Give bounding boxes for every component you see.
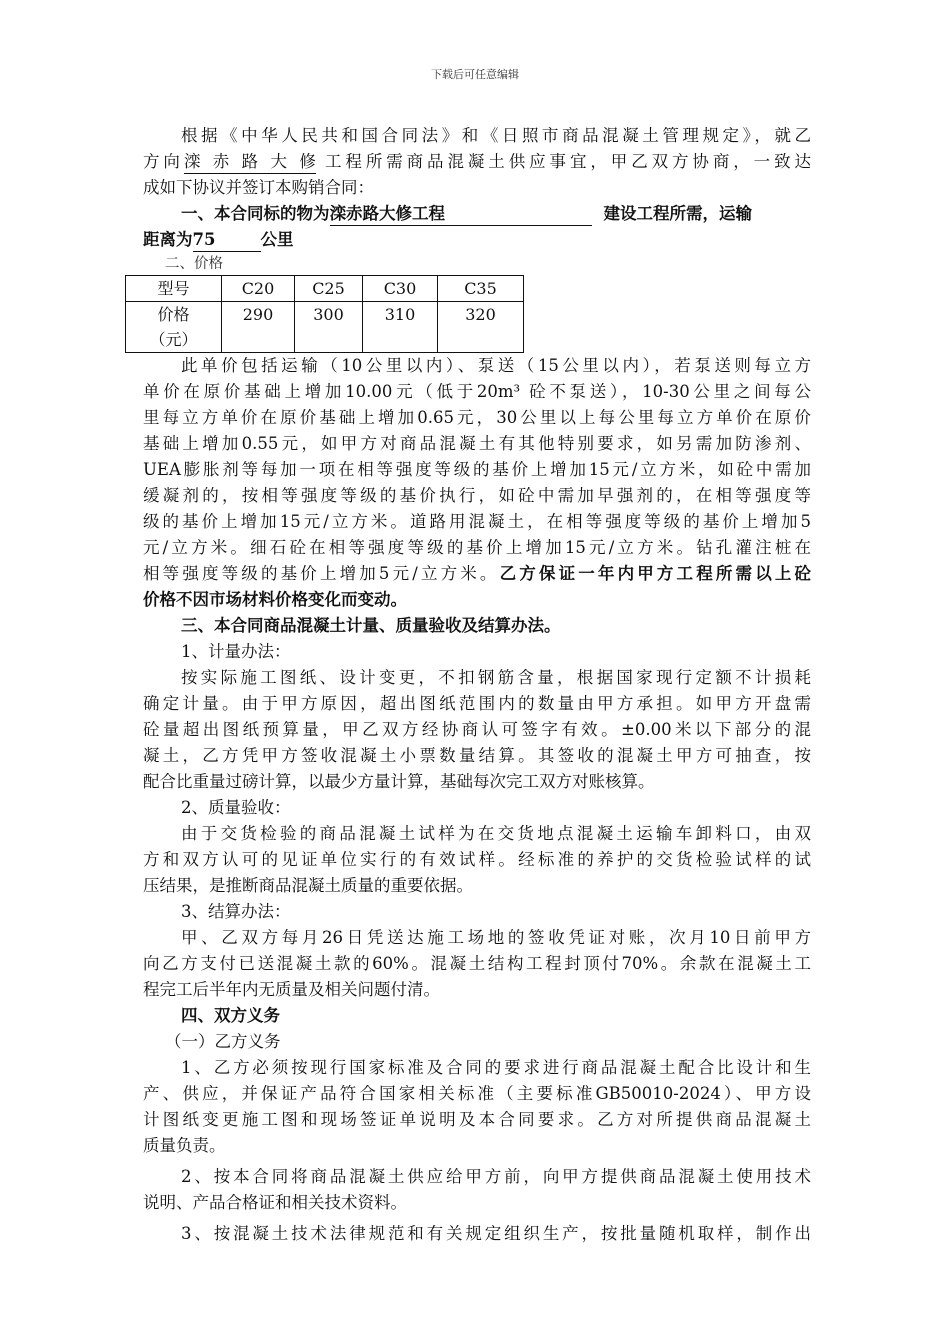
paragraph-line: 压结果，是推断商品混凝土质量的重要依据。 — [143, 876, 473, 895]
contract-body — [143, 123, 811, 1247]
section-2-title: 二、价格 — [165, 256, 223, 272]
paragraph-line: 砼量超出图纸预算量，甲乙双方经协商认可签字有效。±0.00米以下部分的混 — [143, 720, 811, 739]
paragraph-line: 程完工后半年内无质量及相关问题付清。 — [143, 980, 440, 999]
table-row-label — [126, 302, 222, 353]
paragraph-line: 确定计量。由于甲方原因，超出图纸范围内的数量由甲方承担。如甲方开盘需 — [143, 694, 811, 713]
intro-line-2 — [143, 149, 811, 175]
page-header-note: 下载后可任意编辑 — [431, 68, 519, 81]
paragraph-line: 1、乙方必须按现行国家标准及合同的要求进行商品混凝土配合比设计和生 — [181, 1058, 811, 1077]
table-row — [126, 302, 524, 353]
table-cell: 320 — [438, 302, 524, 353]
price-text-line: UEA膨胀剂等每加一项在相等强度等级的基价上增加15元/立方米，如砼中需加 — [143, 460, 811, 479]
section-1-text: 距离为 — [143, 230, 193, 249]
paragraph-line: 质量负责。 — [143, 1136, 226, 1155]
section-1-line-1 — [143, 201, 811, 227]
paragraph-line: 配合比重量过磅计算，以最少方量计算，基础每次完工双方对账核算。 — [143, 772, 655, 791]
paragraph-line: 甲、乙双方每月26日凭送达施工场地的签收凭证对账，次月10日前甲方 — [181, 928, 811, 947]
table-header-cell: 型号 — [126, 276, 222, 302]
price-unit-label: （元） — [149, 330, 198, 349]
price-text-line — [143, 561, 811, 587]
paragraph-line: 计图纸变更施工图和现场签证单说明及本合同要求。乙方对所提供商品混凝土 — [143, 1110, 811, 1129]
price-guarantee-text: 乙方保证一年内甲方工程所需以上砼 — [499, 564, 811, 583]
paragraph-line: 说明、产品合格证和相关技术资料。 — [143, 1193, 407, 1212]
intro-text: 工程所需商品混凝土供应事宜，甲乙双方协商，一致达 — [315, 152, 811, 171]
table-cell: 290 — [222, 302, 295, 353]
paragraph-line: 2、按本合同将商品混凝土供应给甲方前，向甲方提供商品混凝土使用技术 — [181, 1167, 811, 1186]
section-3-title: 三、本合同商品混凝土计量、质量验收及结算办法。 — [181, 616, 561, 635]
price-text-line: 基础上增加0.55元，如甲方对商品混凝土有其他特别要求，如另需加防渗剂、 — [143, 434, 811, 453]
subsection-title: 3、结算办法： — [181, 902, 291, 921]
price-guarantee-line: 价格不因市场材料价格变化而变动。 — [143, 590, 407, 609]
price-text-line: 单价在原价基础上增加10.00元（低于20m³ 砼不泵送），10-30公里之间每公 — [143, 382, 811, 401]
table-header-cell: C25 — [295, 276, 363, 302]
contract-object-field: 滦赤路大修工程 — [330, 204, 592, 226]
price-table — [125, 275, 524, 353]
section-4-title: 四、双方义务 — [181, 1006, 280, 1025]
paragraph-line: 3、按混凝土技术法律规范和有关规定组织生产，按批量随机取样，制作出 — [181, 1224, 811, 1243]
section-1-line-2 — [143, 227, 811, 253]
table-header-cell: C30 — [363, 276, 438, 302]
paragraph-line: 凝土，乙方凭甲方签收混凝土小票数量结算。其签收的混凝土甲方可抽查，按 — [143, 746, 811, 765]
paragraph-line: 产、供应，并保证产品符合国家相关标准（主要标准GB50010-2024）、甲方设 — [143, 1084, 811, 1103]
paragraph-line: 方和双方认可的见证单位实行的有效试样。经标准的养护的交货检验试样的试 — [143, 850, 811, 869]
intro-line-1: 根据《中华人民共和国合同法》和《日照市商品混凝土管理规定》，就乙 — [181, 126, 811, 145]
price-text-line: 元/立方米。细石砼在相等强度等级的基价上增加15元/立方米。钻孔灌注桩在 — [143, 538, 811, 557]
price-text-line: 缓凝剂的，按相等强度等级的基价执行，如砼中需加早强剂的，在相等强度等 — [143, 486, 811, 505]
table-header-cell: C35 — [438, 276, 524, 302]
intro-line-3: 成如下协议并签订本购销合同： — [143, 178, 374, 197]
project-name-field: 滦赤路大修 — [184, 152, 316, 174]
section-1-text: 一、本合同标的物为 — [181, 204, 330, 223]
section-1-text: 建设工程所需，运输 — [603, 204, 752, 223]
paragraph-line: 向乙方支付已送混凝土款的60%。混凝土结构工程封顶付70%。余款在混凝土工 — [143, 954, 811, 973]
table-cell: 300 — [295, 302, 363, 353]
price-text-line: 级的基价上增加15元/立方米。道路用混凝土，在相等强度等级的基价上增加5 — [143, 512, 811, 531]
price-label: 价格 — [157, 305, 190, 324]
price-text-line: 此单价包括运输（10公里以内）、泵送（15公里以内），若泵送则每立方 — [181, 356, 811, 375]
table-row — [126, 276, 524, 302]
table-cell: 310 — [363, 302, 438, 353]
price-text: 相等强度等级的基价上增加5元/立方米。 — [143, 564, 500, 583]
distance-field: 75 — [193, 230, 261, 252]
table-header-cell: C20 — [222, 276, 295, 302]
intro-text: 方向 — [143, 152, 184, 171]
paragraph-line: 按实际施工图纸、设计变更，不扣钢筋含量，根据国家现行定额不计损耗 — [181, 668, 811, 687]
price-text-line: 里每立方单价在原价基础上增加0.65元，30公里以上每公里每立方单价在原价 — [143, 408, 811, 427]
subsection-title: 1、计量办法： — [181, 642, 291, 661]
paragraph-line: 由于交货检验的商品混凝土试样为在交货地点混凝土运输车卸料口，由双 — [181, 824, 811, 843]
subsection-title: （一）乙方义务 — [165, 1032, 281, 1051]
subsection-title: 2、质量验收： — [181, 798, 291, 817]
section-1-text: 公里 — [260, 230, 294, 249]
